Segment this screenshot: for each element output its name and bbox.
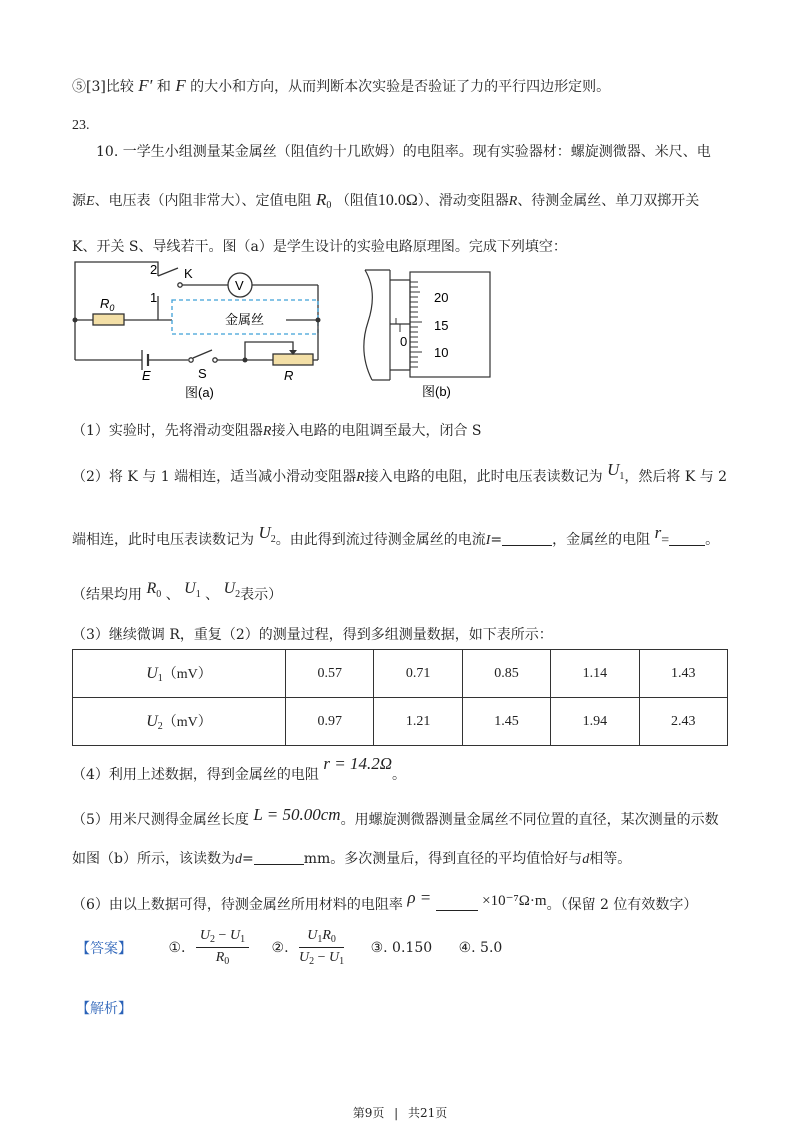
part-2-line1: （2）将 K 与 1 端相连，适当减小滑动变阻器R接入电路的电阻，此时电压表读数记为 $U^1$，然后将 K 与 2 [72,460,728,485]
part-4: （4）利用上述数据，得到金属丝的电阻 r = 14.2Ω。 [72,754,406,783]
micrometer-tick-20: 20 [434,290,449,305]
voltmeter-label: V [235,278,244,293]
terminal-1-label: 1 [150,290,158,305]
table-cell: 2.43 [639,698,727,746]
resistivity-answer-blank[interactable] [436,896,478,911]
part-3: （3）继续微调 R，重复（2）的测量过程，得到多组测量数据，如下表所示： [72,627,553,643]
micrometer-tick-15: 15 [434,318,449,333]
switch-S-label: S [198,366,207,381]
circuit-diagram [60,258,360,403]
junction-dot [243,358,248,363]
table-cell: 0.85 [462,650,550,698]
part-1: （1）实验时，先将滑动变阻器R接入电路的电阻调至最大，闭合 S [72,423,482,439]
diameter-answer-blank[interactable] [254,850,304,865]
answer-current-formula: $\frac{U_2 - U_1}{R_0}$ [196,928,249,967]
line-compare: ⑤[3]比较 F′ 和 F 的大小和方向，从而判断本次实验是否验证了力的平行四边形定则。 [72,76,611,95]
junction-dot [73,318,78,323]
table-row [73,698,728,746]
micrometer-zero: 0 [400,334,408,349]
figure-b-caption: 图(b) [422,384,451,399]
question-number: 23. [72,118,90,133]
metal-wire-label: 金属丝 [225,312,265,327]
figure-a-caption: 图(a) [185,385,214,400]
symbol-F: F [175,76,186,95]
rheostat-R-label: R [284,368,294,383]
question-stem-line2: 源E、电压表（内阻非常大）、定值电阻 $R_0$ （阻值10.0Ω）、滑动变阻器R、待测金属丝、单刀双掷开关 [72,190,700,211]
micrometer-tick-10: 10 [434,345,449,360]
part-6: （6）由以上数据可得，待测金属丝所用材料的电阻率 ρ = ×10⁻⁷Ω·m。（保留 2 位有效数字） [72,888,698,913]
analysis-tag: 【解析】 [76,1001,132,1017]
answer-block: 【答案】 ①. $\frac{U_2 - U_1}{R_0}$ ②. $\frac{U_1R_0}{U_2 - U_1}$ ③. 0.150 ④. 5.0 [76,928,503,967]
page-footer: 第9页 | 共21页 [352,1106,448,1120]
table-cell: 1.43 [639,650,727,698]
table-cell: 1.45 [462,698,550,746]
junction-dot [316,318,321,323]
question-stem-line3: K、开关 S、导线若干。图（a）是学生设计的实验电路原理图。完成下列填空： [72,239,567,255]
table-cell: 0.71 [374,650,462,698]
measurement-table [72,649,728,746]
part-2-line2: 端相连，此时电压表读数记为 $U^2$。由此得到流过待测金属丝的电流I= ，金属丝的电阻 r= 。 [72,523,720,548]
page-number: 第9页 [352,1106,385,1120]
question-stem-line1: 10. 一学生小组测量某金属丝（阻值约十几欧姆）的电阻率。现有实验器材：螺旋测微器、米尺、电 [96,144,711,160]
part-5-line2: 如图（b）所示，该读数为d= mm。多次测量后，得到直径的平均值恰好与d相等。 [72,851,632,867]
answer-resistance-formula: $\frac{U_1R_0}{U_2 - U_1}$ [299,928,345,967]
current-answer-blank[interactable] [502,531,552,546]
table-row-header: $U_2(mV)$ [73,698,286,746]
resistance-answer-blank[interactable] [669,531,705,546]
table-row [73,650,728,698]
table-cell: 1.21 [374,698,462,746]
terminal-2-label: 2 [150,262,158,277]
part-5-line1: （5）用米尺测得金属丝长度 L = 50.00cm。用螺旋测微器测量金属丝不同位置的直径，某次测量的示数 [72,805,719,828]
table-cell: 1.14 [551,650,639,698]
part-2-note: （结果均用 $R^0$ 、 $U^1$ 、 $U^2$表示） [72,580,283,603]
switch-K-label: K [184,266,193,281]
battery-E-label: E [142,368,151,383]
table-cell: 0.97 [286,698,374,746]
micrometer-diagram [360,262,500,402]
page-total: 共21页 [408,1106,448,1120]
symbol-F-prime: F′ [138,76,153,95]
table-row-header: $U_1(mV)$ [73,650,286,698]
table-cell: 0.57 [286,650,374,698]
table-cell: 1.94 [551,698,639,746]
resistor-R0-label: $R_0$ [100,296,115,313]
answer-tag: 【答案】 [76,940,132,957]
